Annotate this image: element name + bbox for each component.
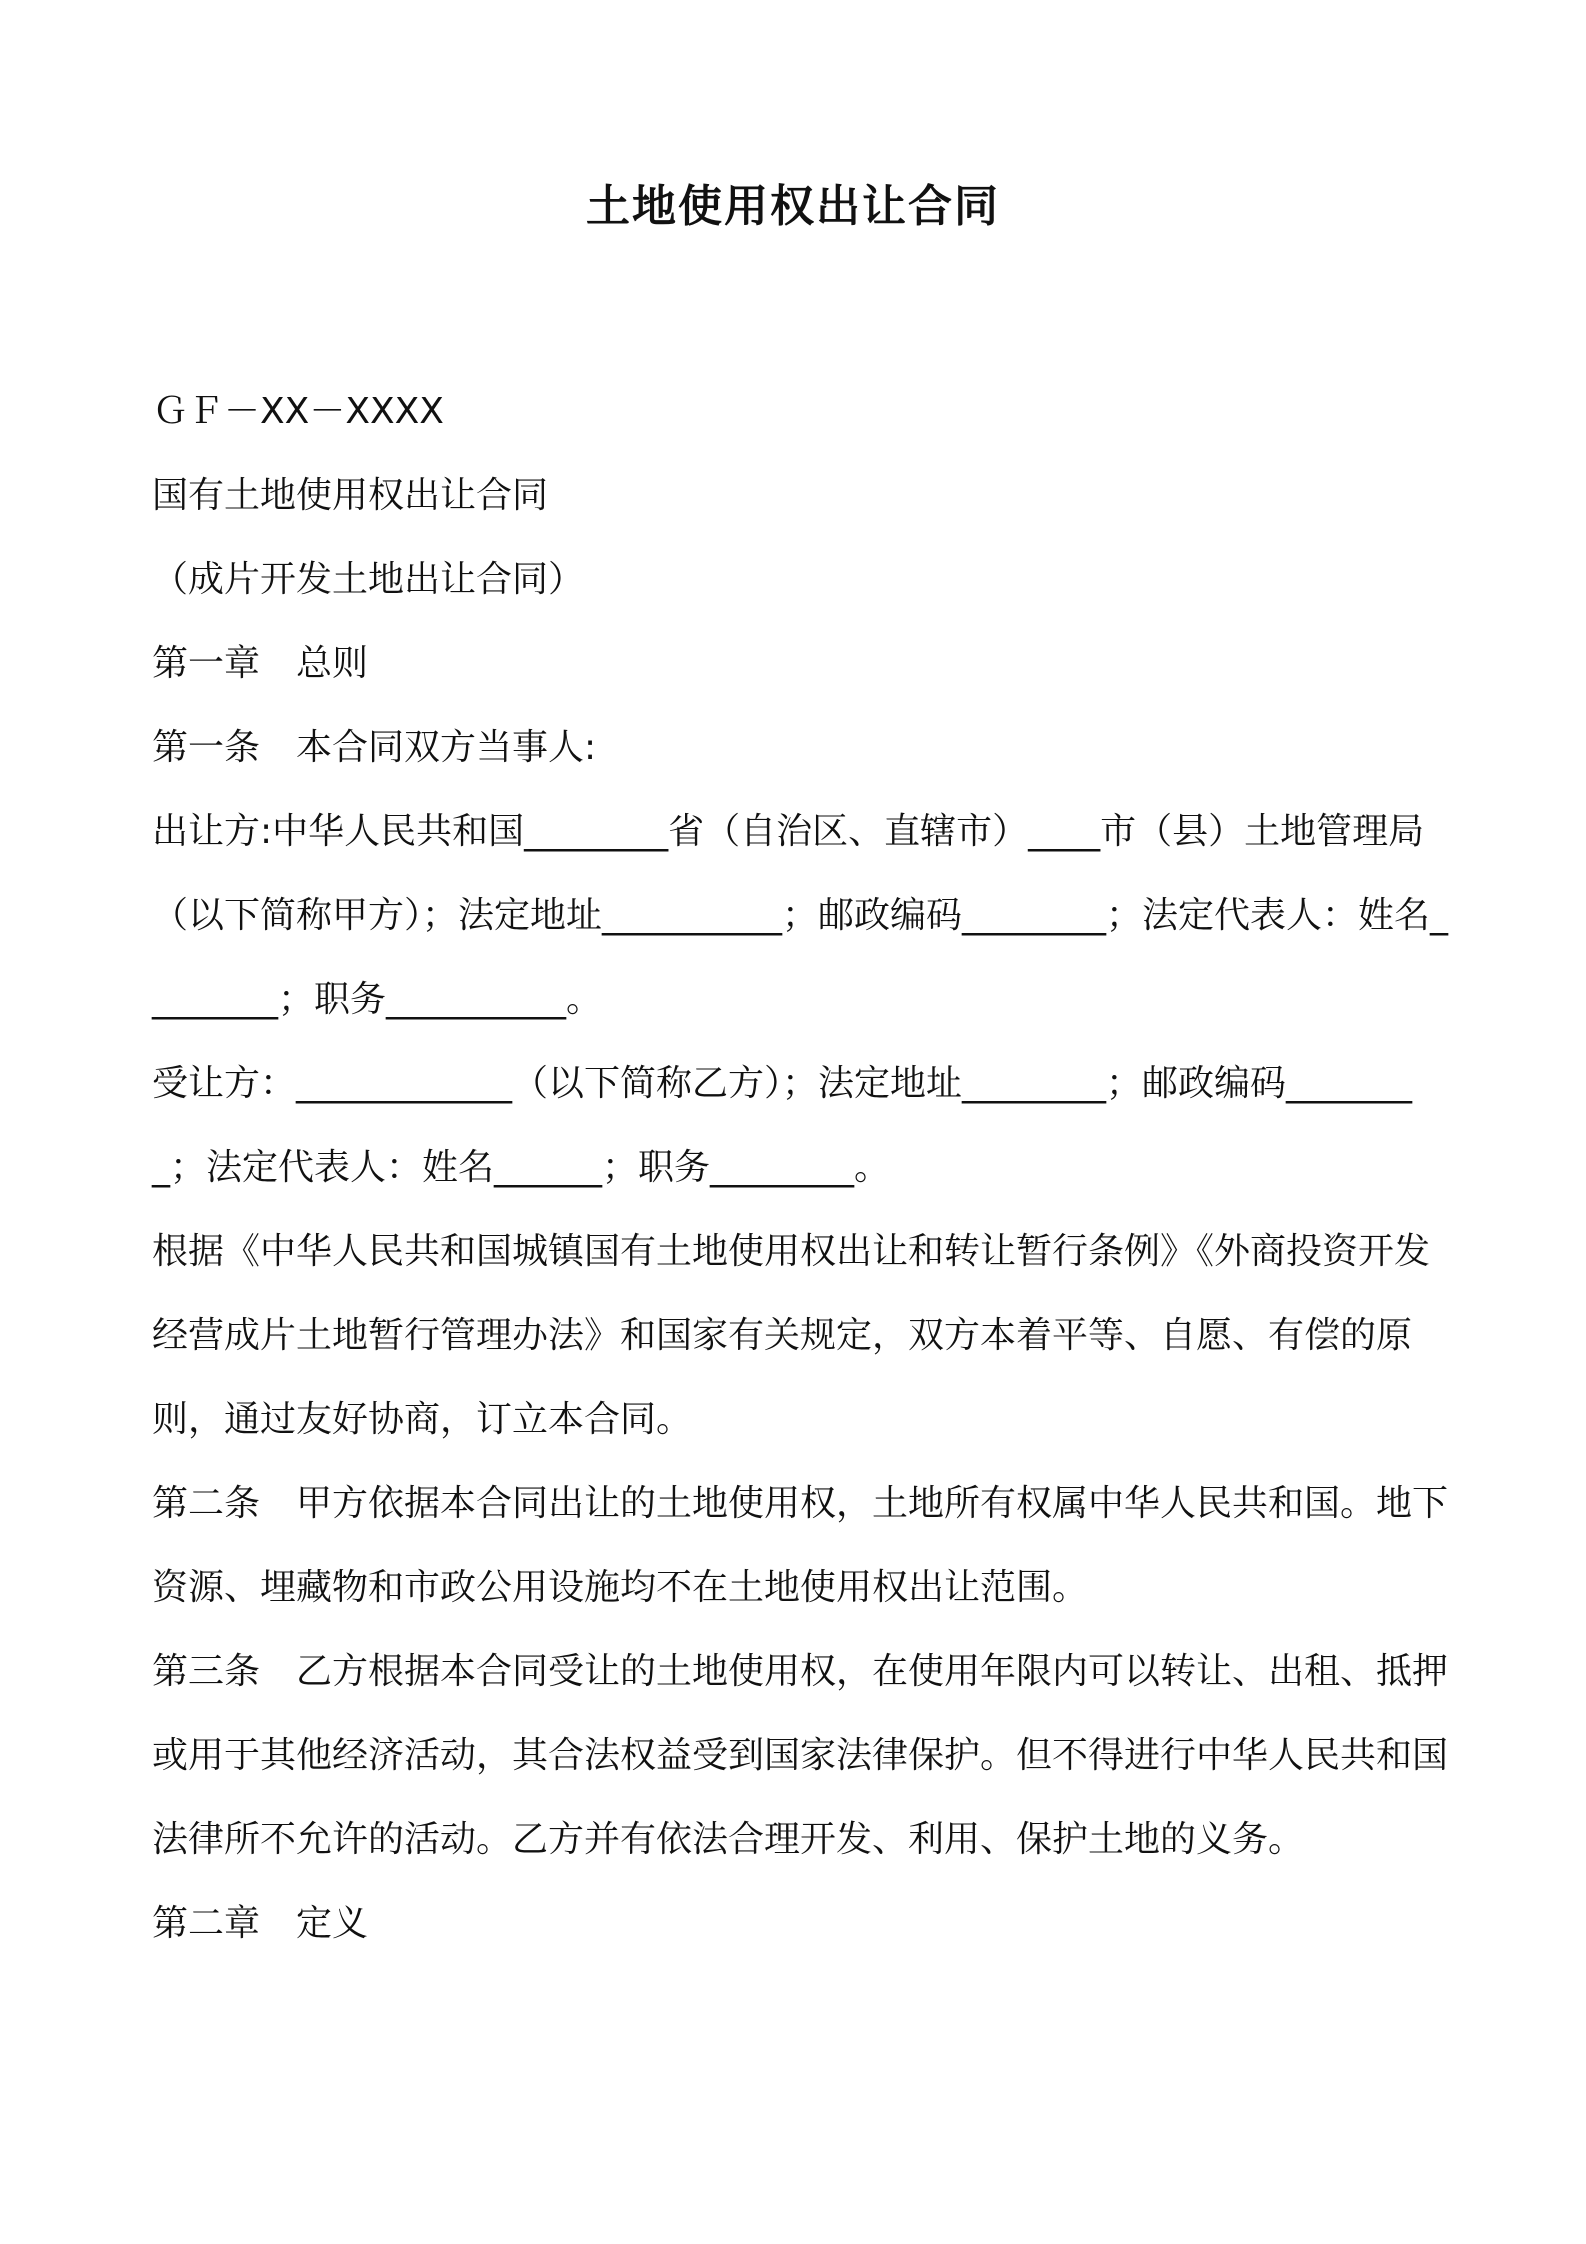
- article-paragraph: 第三条 乙方根据本合同受让的土地使用权，在使用年限内可以转让、出租、抵押或用于其他经济活动，其合法权益受到国家法律保护。但不得进行中华人民共和国法律所不允许的活动。乙方并有依法合理开发、利用、保护土地的义务。: [152, 1651, 1449, 1860]
- grantee-paragraph: 受让方：____________（以下简称乙方）；法定地址________；邮政编码________；法定代表人：姓名______；职务________。: [152, 1063, 1413, 1188]
- contract-subtitle-note: （成片开发土地出让合同）: [152, 559, 585, 600]
- article-heading: 第一条 本合同双方当事人:: [152, 727, 597, 768]
- document-title: 土地使用权出让合同: [586, 181, 1000, 232]
- contract-subtitle: 国有土地使用权出让合同: [152, 475, 549, 516]
- chapter-heading: 第二章 定义: [152, 1903, 369, 1944]
- document-body: [152, 370, 1452, 1966]
- grantor-paragraph: 出让方:中华人民共和国________省（自治区、直辖市）____市（县）土地管理局（以下简称甲方）；法定地址__________；邮政编码________；法定代表人：姓名________；职务__________。: [152, 811, 1449, 1020]
- basis-paragraph: 根据《中华人民共和国城镇国有土地使用权出让和转让暂行条例》《外商投资开发经营成片土地暂行管理办法》和国家有关规定，双方本着平等、自愿、有偿的原则，通过友好协商，订立本合同。: [152, 1231, 1431, 1440]
- chapter-heading: 第一章 总则: [152, 643, 369, 684]
- contract-code: ＧＦ－XX－XXXX: [152, 391, 444, 432]
- article-paragraph: 第二条 甲方依据本合同出让的土地使用权，土地所有权属中华人民共和国。地下资源、埋藏物和市政公用设施均不在土地使用权出让范围。: [152, 1483, 1449, 1608]
